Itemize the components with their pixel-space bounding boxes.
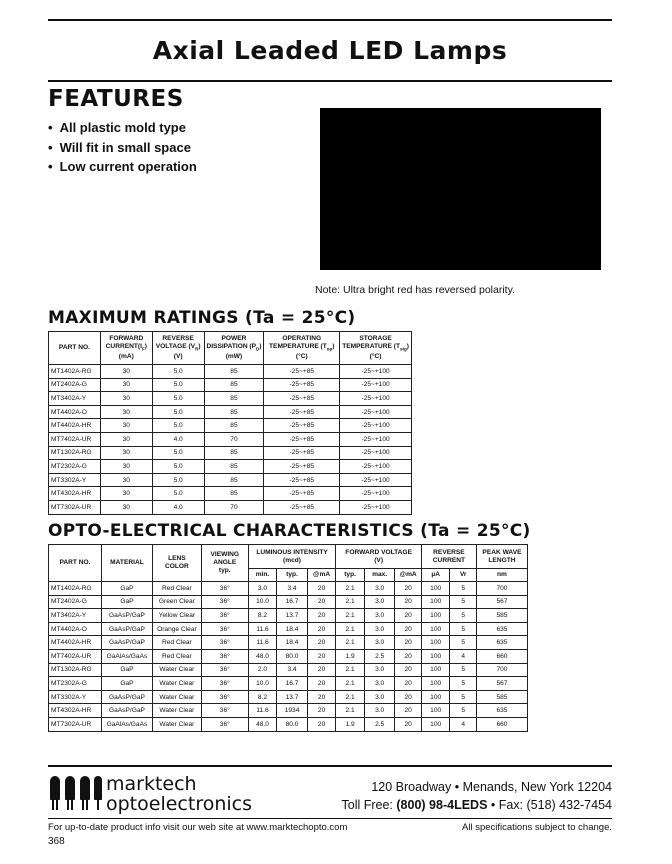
table-cell: -25~+100 [340,473,412,487]
table-cell: 30 [100,392,152,406]
table-cell: 8.2 [248,690,277,704]
table-cell: 700 [476,663,527,677]
table-row [49,690,528,704]
table-cell: 85 [204,460,264,474]
table-cell: 2.1 [336,704,365,718]
table-cell: 30 [100,432,152,446]
page-title: Axial Leaded LED Lamps [152,36,508,65]
table-cell: Red Clear [152,636,201,650]
table-cell: 2.1 [336,636,365,650]
table-cell: 635 [476,622,527,636]
opto-heading: OPTO-ELECTRICAL CHARACTERISTICS (Ta = 25°C) [48,521,531,541]
table-cell: 30 [100,365,152,379]
company-address: 120 Broadway • Menands, New York 12204 [371,780,612,794]
table-cell: GaP [101,677,152,691]
table-cell: -25~+100 [340,460,412,474]
table-cell: 10.0 [248,595,277,609]
col-lens-color: LENS COLOR [152,545,201,582]
table-cell: 20 [307,622,336,636]
table-cell: GaAsP/GaP [101,704,152,718]
table-cell: 100 [421,595,450,609]
table-cell: 85 [204,378,264,392]
col-peak-wavelength: PEAK WAVE LENGTH [476,545,527,569]
table-cell: 30 [100,500,152,514]
feature-item: • All plastic mold type [48,118,197,138]
col-viewing-angle: VIEWING ANGLE typ. [201,545,248,582]
table-cell: Orange Clear [152,622,201,636]
table-cell: 5 [450,622,476,636]
table-row [49,378,412,392]
table-cell: -25~+85 [264,392,340,406]
table-cell: 2.5 [364,649,395,663]
table-cell: 8.2 [248,609,277,623]
opto-table [48,544,528,732]
table-cell: Green Clear [152,595,201,609]
table-cell: 20 [395,677,421,691]
col-part-no: PART NO. [49,332,101,365]
table-cell: 5.0 [152,365,204,379]
features-list [48,118,197,177]
table-cell: MT7302A-UR [49,717,102,731]
table-cell: GaAlAs/GaAs [101,717,152,731]
table-cell: 30 [100,473,152,487]
table-row [49,460,412,474]
table-cell: 30 [100,487,152,501]
table-cell: MT7302A-UR [49,500,101,514]
table-row [49,704,528,718]
table-cell: 16.7 [277,677,308,691]
table-cell: 20 [307,636,336,650]
table-cell: 567 [476,677,527,691]
table-cell: 100 [421,582,450,596]
table-cell: 1.9 [336,649,365,663]
table-cell: 20 [307,704,336,718]
table-cell: 20 [395,663,421,677]
table-cell: 5 [450,704,476,718]
col-operating-temp: OPERATING TEMPERATURE $(T_{op})$ (°C) [264,332,340,365]
table-cell: -25~+85 [264,365,340,379]
table-cell: Red Clear [152,649,201,663]
table-cell: 3.0 [364,595,395,609]
table-cell: 85 [204,487,264,501]
table-cell: MT1302A-RG [49,663,102,677]
col-forward-current: FORWARD $CURRENT(I_F)$ (mA) [100,332,152,365]
table-cell: 85 [204,392,264,406]
table-cell: 85 [204,365,264,379]
company-logo [48,772,278,814]
table-cell: 5 [450,690,476,704]
feature-item: • Will fit in small space [48,138,197,158]
table-cell: 20 [307,595,336,609]
table-cell: Water Clear [152,663,201,677]
table-cell: 18.4 [277,636,308,650]
led-logo-icon [48,776,104,810]
table-cell: 36° [201,595,248,609]
table-cell: 3.0 [364,677,395,691]
table-cell: 30 [100,460,152,474]
table-cell: 3.0 [364,704,395,718]
table-cell: -25~+100 [340,500,412,514]
table-cell: -25~+100 [340,392,412,406]
table-row [49,609,528,623]
table-row [49,717,528,731]
table-cell: -25~+85 [264,473,340,487]
table-row [49,392,412,406]
table-cell: MT2402A-G [49,595,102,609]
table-cell: 585 [476,690,527,704]
table-cell: 20 [307,582,336,596]
table-cell: 36° [201,663,248,677]
table-cell: -25~+100 [340,419,412,433]
table-cell: MT2302A-G [49,677,102,691]
table-cell: 20 [307,609,336,623]
table-cell: GaP [101,595,152,609]
table-cell: MT2402A-G [49,378,101,392]
table-cell: -25~+100 [340,378,412,392]
table-cell: 20 [307,690,336,704]
table-cell: 36° [201,690,248,704]
col-luminous-intensity: LUMINOUS INTENSITY (mcd) [248,545,336,569]
table-cell: -25~+85 [264,487,340,501]
table-cell: 36° [201,636,248,650]
spec-disclaimer: All specifications subject to change. [462,822,612,833]
table-cell: -25~+100 [340,365,412,379]
table-cell: MT1402A-RG [49,582,102,596]
table-cell: 1934 [277,704,308,718]
sub-rc-ua: µA [421,569,450,582]
table-cell: 3.4 [277,663,308,677]
table-cell: 80.0 [277,649,308,663]
table-cell: 85 [204,473,264,487]
table-cell: 3.4 [277,582,308,596]
table-row [49,636,528,650]
table-cell: 85 [204,419,264,433]
col-storage-temp: STORAGE TEMPERATURE $(T_{stg})$ (°C) [340,332,412,365]
table-cell: 48.0 [248,649,277,663]
table-cell: 3.0 [364,582,395,596]
table-cell: 3.0 [364,663,395,677]
col-power-dissipation: POWER DISSIPATION $(P_D)$ (mW) [204,332,264,365]
table-cell: 635 [476,704,527,718]
table-cell: GaAsP/GaP [101,609,152,623]
table-cell: GaAsP/GaP [101,636,152,650]
max-ratings-table [48,331,412,515]
table-cell: 20 [395,595,421,609]
table-cell: MT4302A-HR [49,704,102,718]
table-cell: -25~+85 [264,500,340,514]
table-cell: 70 [204,432,264,446]
table-cell: 13.7 [277,690,308,704]
table-cell: -25~+85 [264,460,340,474]
table-cell: Water Clear [152,704,201,718]
table-cell: 11.6 [248,622,277,636]
table-cell: 2.1 [336,582,365,596]
table-cell: 5 [450,609,476,623]
table-cell: GaAsP/GaP [101,690,152,704]
table-cell: MT4302A-HR [49,487,101,501]
table-cell: 2.1 [336,663,365,677]
table-cell: 5 [450,677,476,691]
table-row [49,500,412,514]
table-cell: 5.0 [152,460,204,474]
table-cell: 4 [450,649,476,663]
table-cell: -25~+100 [340,446,412,460]
table-row [49,405,412,419]
table-cell: 36° [201,649,248,663]
sub-fv-typ: typ. [336,569,365,582]
feature-item: • Low current operation [48,157,197,177]
table-cell: 5.0 [152,405,204,419]
table-cell: -25~+85 [264,432,340,446]
table-cell: 3.0 [364,690,395,704]
company-name-line2: optoelectronics [106,793,252,815]
col-part-no: PART NO. [49,545,102,582]
table-cell: MT1302A-RG [49,446,101,460]
company-phone: Toll Free: (800) 98-4LEDS • Fax: (518) 432-7454 [341,798,612,812]
table-cell: 10.0 [248,677,277,691]
title-rule [48,80,612,82]
table-cell: 20 [307,717,336,731]
table-cell: GaP [101,582,152,596]
table-cell: -25~+85 [264,446,340,460]
table-cell: 700 [476,582,527,596]
table-cell: 5.0 [152,473,204,487]
table-cell: 100 [421,690,450,704]
table-cell: -25~+100 [340,487,412,501]
table-cell: 20 [395,704,421,718]
table-row [49,487,412,501]
table-cell: 36° [201,582,248,596]
company-name-line1: marktech [106,773,197,795]
table-cell: 20 [395,609,421,623]
website-note: For up-to-date product info visit our web site at www.marktechopto.com [48,822,348,833]
table-cell: 36° [201,704,248,718]
table-cell: 2.0 [248,663,277,677]
table-cell: -25~+85 [264,405,340,419]
table-cell: -25~+85 [264,378,340,392]
table-cell: 20 [307,663,336,677]
sub-pw-nm: nm [476,569,527,582]
table-cell: 2.1 [336,595,365,609]
table-cell: 20 [395,717,421,731]
table-cell: 100 [421,663,450,677]
table-cell: 5 [450,636,476,650]
table-cell: 30 [100,419,152,433]
table-cell: MT7402A-UR [49,649,102,663]
table-cell: 13.7 [277,609,308,623]
table-cell: 30 [100,405,152,419]
table-row [49,432,412,446]
table-cell: 4.0 [152,432,204,446]
table-cell: 30 [100,378,152,392]
table-cell: 11.6 [248,636,277,650]
table-cell: GaP [101,663,152,677]
table-cell: 100 [421,677,450,691]
sub-lum-typ: typ. [277,569,308,582]
col-forward-voltage: FORWARD VOLTAGE (V) [336,545,422,569]
table-row [49,419,412,433]
table-cell: -25~+100 [340,405,412,419]
page-number: 368 [48,836,65,847]
table-cell: 100 [421,704,450,718]
table-cell: 660 [476,717,527,731]
table-cell: Water Clear [152,717,201,731]
table-cell: 20 [395,622,421,636]
table-cell: MT3402A-Y [49,392,101,406]
table-cell: -25~+100 [340,432,412,446]
table-cell: MT4402A-O [49,622,102,636]
table-cell: 3.0 [364,609,395,623]
table-row [49,473,412,487]
table-cell: 20 [307,649,336,663]
table-row [49,582,528,596]
table-cell: 36° [201,677,248,691]
table-cell: 48.0 [248,717,277,731]
table-row [49,663,528,677]
table-cell: 100 [421,717,450,731]
table-row [49,446,412,460]
sub-fv-ma: @mA [395,569,421,582]
top-rule [48,19,612,21]
table-cell: MT3302A-Y [49,473,101,487]
table-cell: 70 [204,500,264,514]
table-cell: 20 [395,636,421,650]
table-cell: 5 [450,663,476,677]
table-row [49,649,528,663]
table-cell: 85 [204,405,264,419]
table-cell: 2.5 [364,717,395,731]
table-row [49,677,528,691]
table-cell: GaAlAs/GaAs [101,649,152,663]
table-cell: 85 [204,446,264,460]
table-row [49,365,412,379]
table-cell: 2.1 [336,677,365,691]
table-cell: 660 [476,649,527,663]
table-cell: GaAsP/GaP [101,622,152,636]
table-cell: 80.0 [277,717,308,731]
max-ratings-heading: MAXIMUM RATINGS (Ta = 25°C) [48,308,356,328]
opto-body [49,582,528,732]
footer-rule [48,765,612,767]
table-cell: Water Clear [152,677,201,691]
table-row [49,595,528,609]
table-cell: 5.0 [152,378,204,392]
table-cell: 2.1 [336,690,365,704]
table-cell: 2.1 [336,609,365,623]
table-cell: MT4402A-HR [49,419,101,433]
table-cell: 11.6 [248,704,277,718]
sub-lum-ma: @mA [307,569,336,582]
table-cell: 5.0 [152,392,204,406]
table-cell: 3.0 [364,622,395,636]
table-cell: 5 [450,582,476,596]
table-cell: 3.0 [248,582,277,596]
col-reverse-current: REVERSE CURRENT [421,545,476,569]
table-cell: 30 [100,446,152,460]
table-cell: 100 [421,649,450,663]
table-cell: 4.0 [152,500,204,514]
polarity-note: Note: Ultra bright red has reversed polarity. [315,284,515,296]
table-cell: 1.9 [336,717,365,731]
product-photo [320,108,601,270]
table-cell: 100 [421,622,450,636]
table-cell: 5 [450,595,476,609]
table-cell: Red Clear [152,582,201,596]
table-cell: 2.1 [336,622,365,636]
table-cell: MT2302A-G [49,460,101,474]
table-cell: 5.0 [152,487,204,501]
table-cell: 36° [201,609,248,623]
table-cell: 3.0 [364,636,395,650]
table-cell: 20 [395,582,421,596]
table-cell: 20 [395,649,421,663]
table-cell: 16.7 [277,595,308,609]
sub-rc-vr: Vr [450,569,476,582]
table-cell: MT4402A-O [49,405,101,419]
table-cell: 36° [201,622,248,636]
table-cell: 100 [421,636,450,650]
max-ratings-body [49,365,412,515]
sub-lum-min: min. [248,569,277,582]
features-heading: FEATURES [48,86,184,112]
table-cell: 567 [476,595,527,609]
table-cell: MT3402A-Y [49,609,102,623]
table-cell: Yellow Clear [152,609,201,623]
bottom-rule [48,818,612,819]
table-cell: MT3302A-Y [49,690,102,704]
table-cell: 585 [476,609,527,623]
col-reverse-voltage: REVERSE VOLTAGE $(V_R)$ (V) [152,332,204,365]
table-cell: 100 [421,609,450,623]
table-cell: 4 [450,717,476,731]
table-row [49,622,528,636]
table-cell: 635 [476,636,527,650]
table-cell: MT1402A-RG [49,365,101,379]
table-cell: -25~+85 [264,419,340,433]
table-cell: 36° [201,717,248,731]
table-cell: 20 [307,677,336,691]
table-cell: 18.4 [277,622,308,636]
table-cell: 20 [395,690,421,704]
table-cell: 5.0 [152,419,204,433]
table-cell: 5.0 [152,446,204,460]
table-cell: MT4402A-HR [49,636,102,650]
col-material: MATERIAL [101,545,152,582]
sub-fv-max: max. [364,569,395,582]
table-cell: Water Clear [152,690,201,704]
table-cell: MT7402A-UR [49,432,101,446]
